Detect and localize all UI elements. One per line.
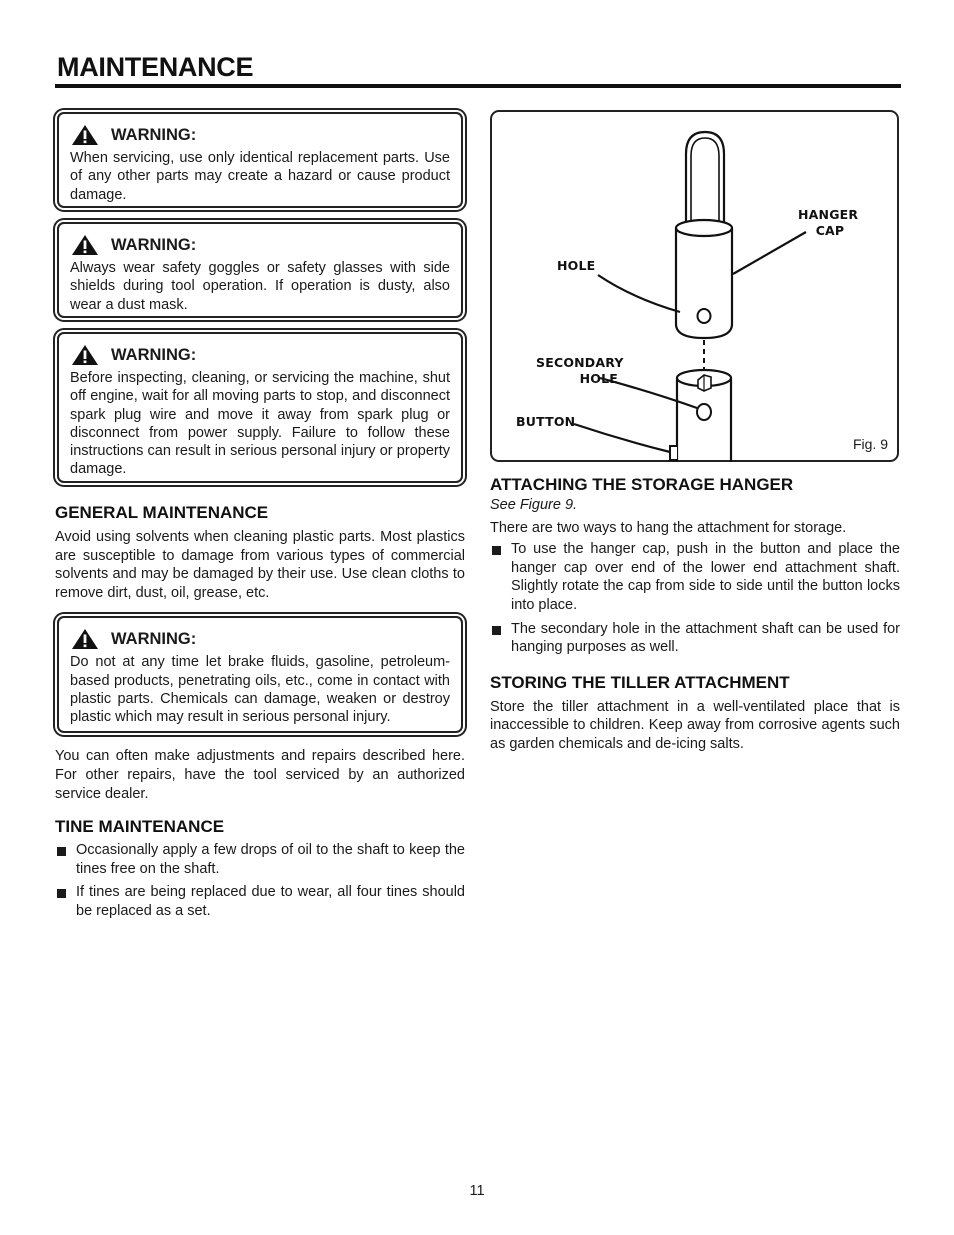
warning-text: When servicing, use only identical replacement parts. Use of any other parts may create a hazard or cause product damage. [70, 150, 450, 203]
storage-hanger-heading: ATTACHING THE STORAGE HANGER [490, 475, 794, 494]
list-item-text: To use the hanger cap, push in the button and place the hanger cap over end of the lower end attachment shaft. Slightly rotate the cap from side to side until the button locks into place. [511, 541, 900, 613]
general-maintenance-heading: GENERAL MAINTENANCE [55, 503, 269, 522]
page-number: 11 [469, 1183, 485, 1199]
bullet-square-icon [57, 847, 66, 856]
secondary-label-line1: SECONDARY [536, 355, 624, 370]
warning-triangle-icon [71, 234, 99, 256]
right-column [490, 110, 900, 754]
button-label: BUTTON [516, 414, 576, 429]
warning-triangle-icon [71, 124, 99, 146]
warning-triangle-icon [71, 344, 99, 366]
list-item [55, 841, 465, 878]
warning-title: WARNING: [111, 629, 197, 648]
hanger-cap-label [798, 207, 859, 239]
hanger-illustration [492, 112, 901, 464]
warning-box-servicing [57, 332, 463, 483]
title-rule [55, 84, 901, 88]
tine-maintenance-list [55, 841, 465, 920]
list-item [490, 540, 900, 614]
warning-text: Before inspecting, cleaning, or servicing the machine, shut off engine, wait for all moving parts to stop, and disconnect spark plug wire and move it away from spark plug or disconnect from power supply. Failure to follow these instructions can result in serious personal injury or property damage. [70, 370, 450, 478]
secondary-hole-label [536, 355, 624, 387]
warning-title: WARNING: [111, 235, 197, 254]
storing-text: Store the tiller attachment in a well-ventilated place that is inaccessible to children. Keep away from corrosive agents such as garden chemicals and de-icing salts. [490, 698, 900, 752]
warning-text: Always wear safety goggles or safety glasses with side shields during tool operation. If operation is dusty, also wear a dust mask. [70, 260, 450, 313]
list-item-text: The secondary hole in the attachment shaft can be used for hanging purposes as well. [511, 620, 900, 656]
warning-box-replacement-parts [57, 112, 463, 208]
hanger-label-line2: CAP [815, 223, 845, 238]
list-item [490, 620, 900, 657]
list-item-text: If tines are being replaced due to wear, all four tines should be replaced as a set. [76, 884, 465, 919]
page-title: MAINTENANCE [57, 52, 254, 82]
bullet-square-icon [57, 889, 66, 898]
bullet-square-icon [492, 546, 501, 555]
storage-hanger-list [490, 540, 900, 657]
warning-title: WARNING: [111, 125, 197, 144]
hole-label: HOLE [557, 258, 596, 273]
tine-maintenance-heading: TINE MAINTENANCE [55, 817, 225, 837]
hanger-label-line1: HANGER [798, 207, 859, 222]
general-maintenance-text: Avoid using solvents when cleaning plastic parts. Most plastics are susceptible to damage from various types of commercial solvents and may be damaged by their use. Use clean cloths to remove dirt, dust, oil, grease, etc. [55, 529, 465, 601]
warning-title: WARNING: [111, 345, 197, 364]
figure-9-storage-hanger [490, 110, 899, 462]
storage-hanger-intro: There are two ways to hang the attachment for storage. [490, 519, 847, 536]
see-figure-note: See Figure 9. [490, 497, 578, 513]
left-column [55, 110, 465, 926]
warning-box-chemicals [57, 616, 463, 733]
list-item [55, 883, 465, 920]
list-item-text: Occasionally apply a few drops of oil to the shaft to keep the tines free on the shaft. [76, 842, 465, 877]
secondary-label-line2: HOLE [579, 371, 618, 386]
bullet-square-icon [492, 626, 501, 635]
warning-text: Do not at any time let brake fluids, gasoline, petroleum-based products, penetrating oils, etc., come in contact with plastic parts. Chemicals can damage, weaken or destroy plastic which may result in serious personal injury. [70, 654, 450, 726]
warning-box-safety-goggles [57, 222, 463, 318]
figure-caption: Fig. 9 [852, 436, 888, 452]
adjustments-text: You can often make adjustments and repairs described here. For other repairs, have the tool serviced by an authorized service dealer. [55, 748, 465, 802]
storing-heading: STORING THE TILLER ATTACHMENT [490, 672, 790, 692]
warning-triangle-icon [71, 628, 99, 650]
